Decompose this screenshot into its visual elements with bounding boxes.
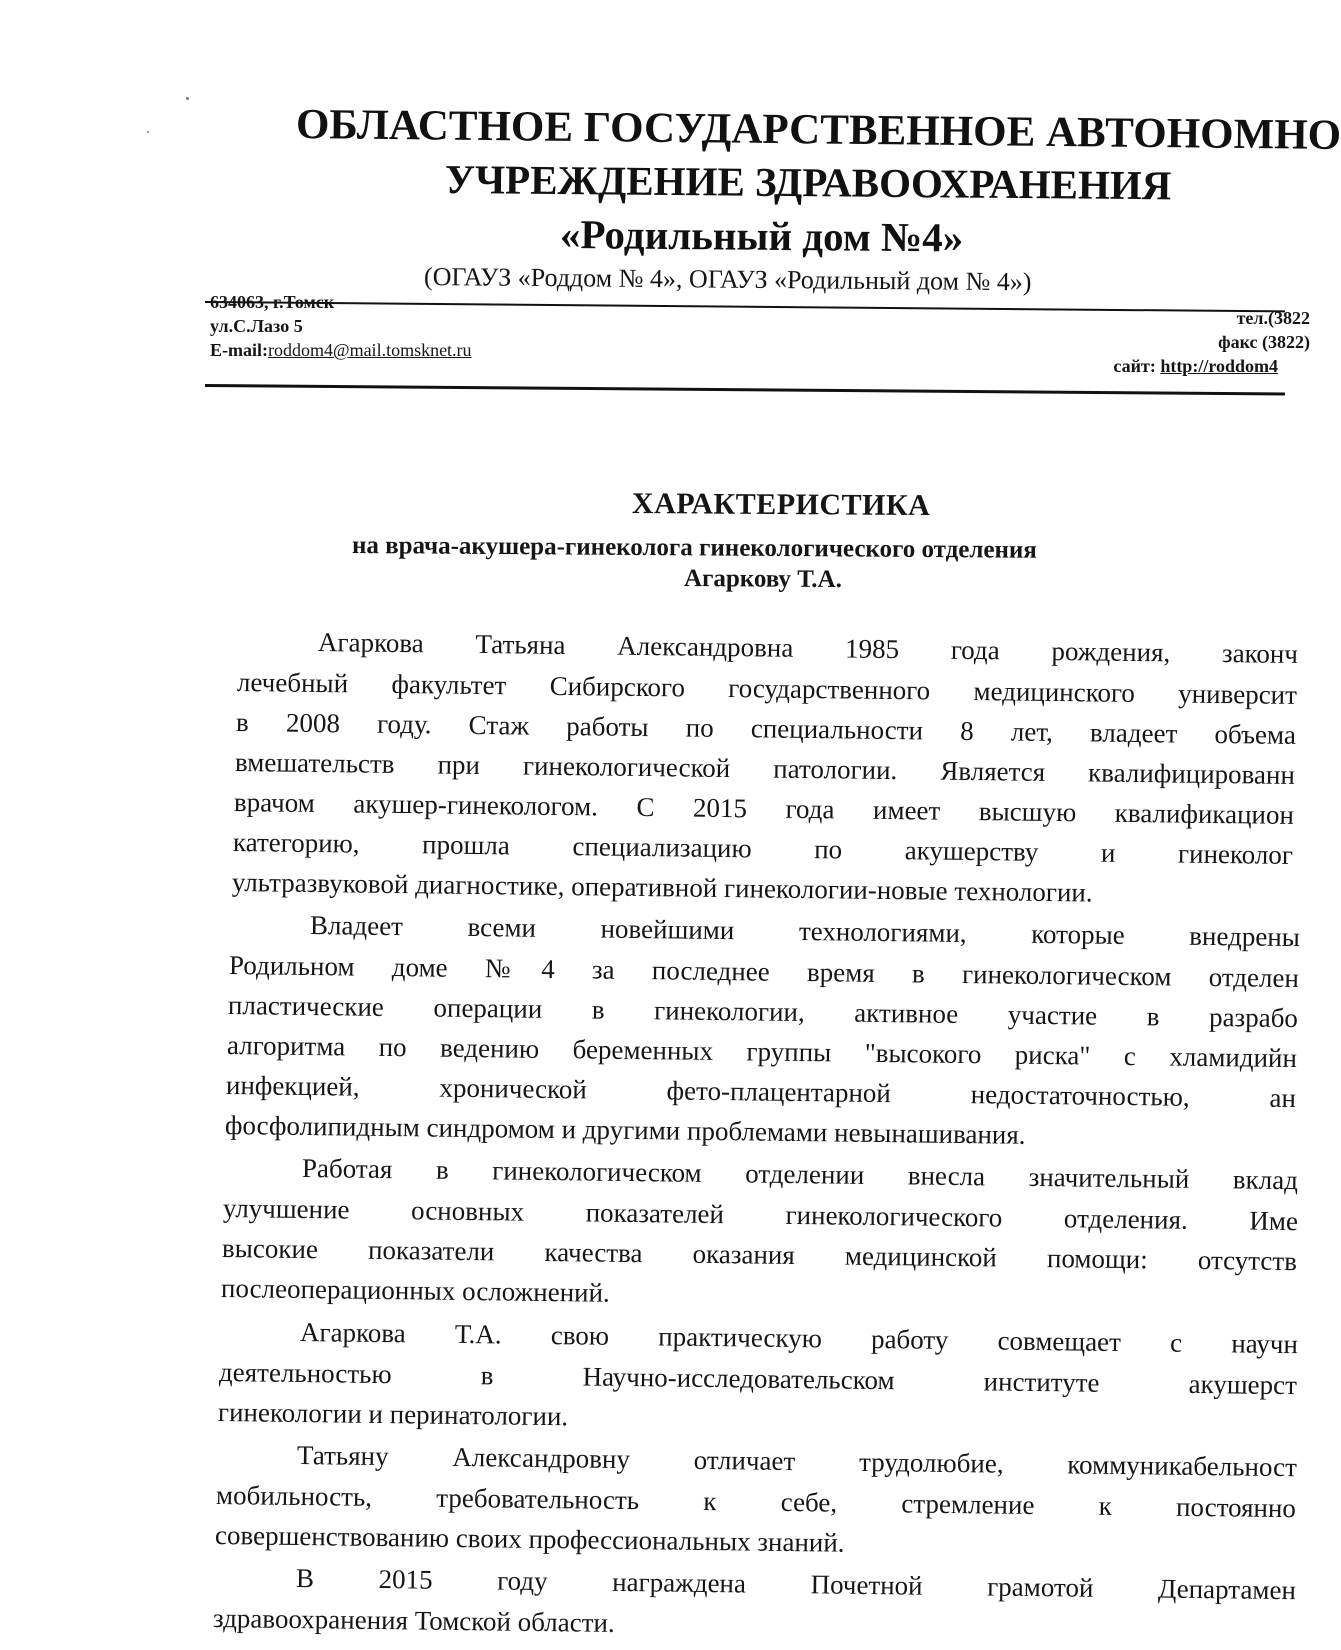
site-label: сайт: [1113,356,1161,376]
address-street: ул.С.Лазо 5 [210,316,303,336]
fax-number: факс (3822) [1218,332,1310,352]
body-line: высокие показатели качества оказания медицинской помощи: отсутств [221,1233,1298,1277]
body-line: вмешательств при гинекологической патологии. Является квалифицированн [234,747,1296,790]
org-name-line3: «Родильный дом №4» [559,211,964,261]
body-line: фосфолипидным синдромом и другими проблемами невынашивания. [224,1110,1026,1150]
body-line: совершенствованию своих профессиональных знаний. [214,1520,845,1558]
document-title: ХАРАКТЕРИСТИКА [631,487,931,523]
org-name-line2: УЧРЕЖДЕНИЕ ЗДРАВООХРАНЕНИЯ [444,156,1172,209]
body-line: послеоперационных осложнений. [220,1273,610,1308]
body-line: Владеет всеми новейшими технологиями, которые внедрены [309,910,1301,953]
body-line: категорию, прошла специализацию по акушерству и гинеколог [232,827,1294,870]
document-subtitle-name: Агаркову Т.А. [683,565,842,594]
org-name-line1: ОБЛАСТНОЕ ГОСУДАРСТВЕННОЕ АВТОНОМНО [295,101,1341,159]
body-line: пластические операции в гинекологии, активное участие в разрабо [227,990,1299,1034]
email-label: E-mail: [210,340,268,360]
site-link[interactable]: http://roddom4 [1160,356,1278,376]
body-line: Работая в гинекологическом отделении внесла значительный вклад [301,1153,1299,1196]
body-line: гинекологии и перинатологии. [217,1397,569,1432]
contact-block-right [1070,306,1310,378]
body-line: Родильном доме №4 за последнее время в гинекологическом отделен [228,950,1300,994]
body-line: улучшение основных показателей гинекологического отделения. Име [222,1193,1299,1237]
body-line: В 2015 году награждена Почетной грамотой Департамен [295,1563,1297,1606]
body-line: в 2008 году. Стаж работы по специальности 8 лет, владеет объема [235,707,1297,750]
site-line [1038,354,1278,378]
body-line: деятельностью в Научно-исследовательском институте акушерст [218,1357,1298,1401]
document-subtitle-position: на врача-акушера-гинеколога гинекологического отделения [351,532,1037,564]
scan-speck [147,131,149,133]
body-line: алгоритма по ведению беременных группы "высокого риска" с хламидийн [226,1030,1298,1074]
email-link[interactable]: roddom4@mail.tomsknet.ru [268,340,472,360]
body-line: Татьяну Александровну отличает трудолюбие, коммуникабельност [296,1440,1298,1483]
body-line: врачом акушер-гинекологом. С 2015 года имеет высшую квалификацион [233,787,1295,830]
body-line: лечебный факультет Сибирского государственного медицинского университ [236,667,1298,710]
address-city: 634063, г.Томск [210,292,335,312]
phone-number: тел.(3822 [1236,308,1310,328]
body-line: Агаркова Т.А. свою практическую работу совмещает с научн [299,1317,1299,1360]
org-abbreviation: (ОГАУЗ «Роддом № 4», ОГАУЗ «Родильный дом № 4») [423,262,1032,297]
email-line [210,338,472,362]
body-line: Агаркова Татьяна Александровна 1985 года рождения, законч [317,627,1299,669]
body-line: здравоохранения Томской области. [212,1603,615,1638]
scan-speck [186,97,189,100]
body-line: мобильность, требовательность к себе, стремление к постоянно [215,1480,1297,1524]
body-line: инфекцией, хронической фето-плацентарной недостаточностью, ан [225,1070,1297,1114]
contact-block-left [210,290,472,362]
letterhead-bottom-rule [205,384,1285,395]
body-line: ультразвуковой диагностике, оперативной гинекологии-новые технологии. [231,867,1093,908]
